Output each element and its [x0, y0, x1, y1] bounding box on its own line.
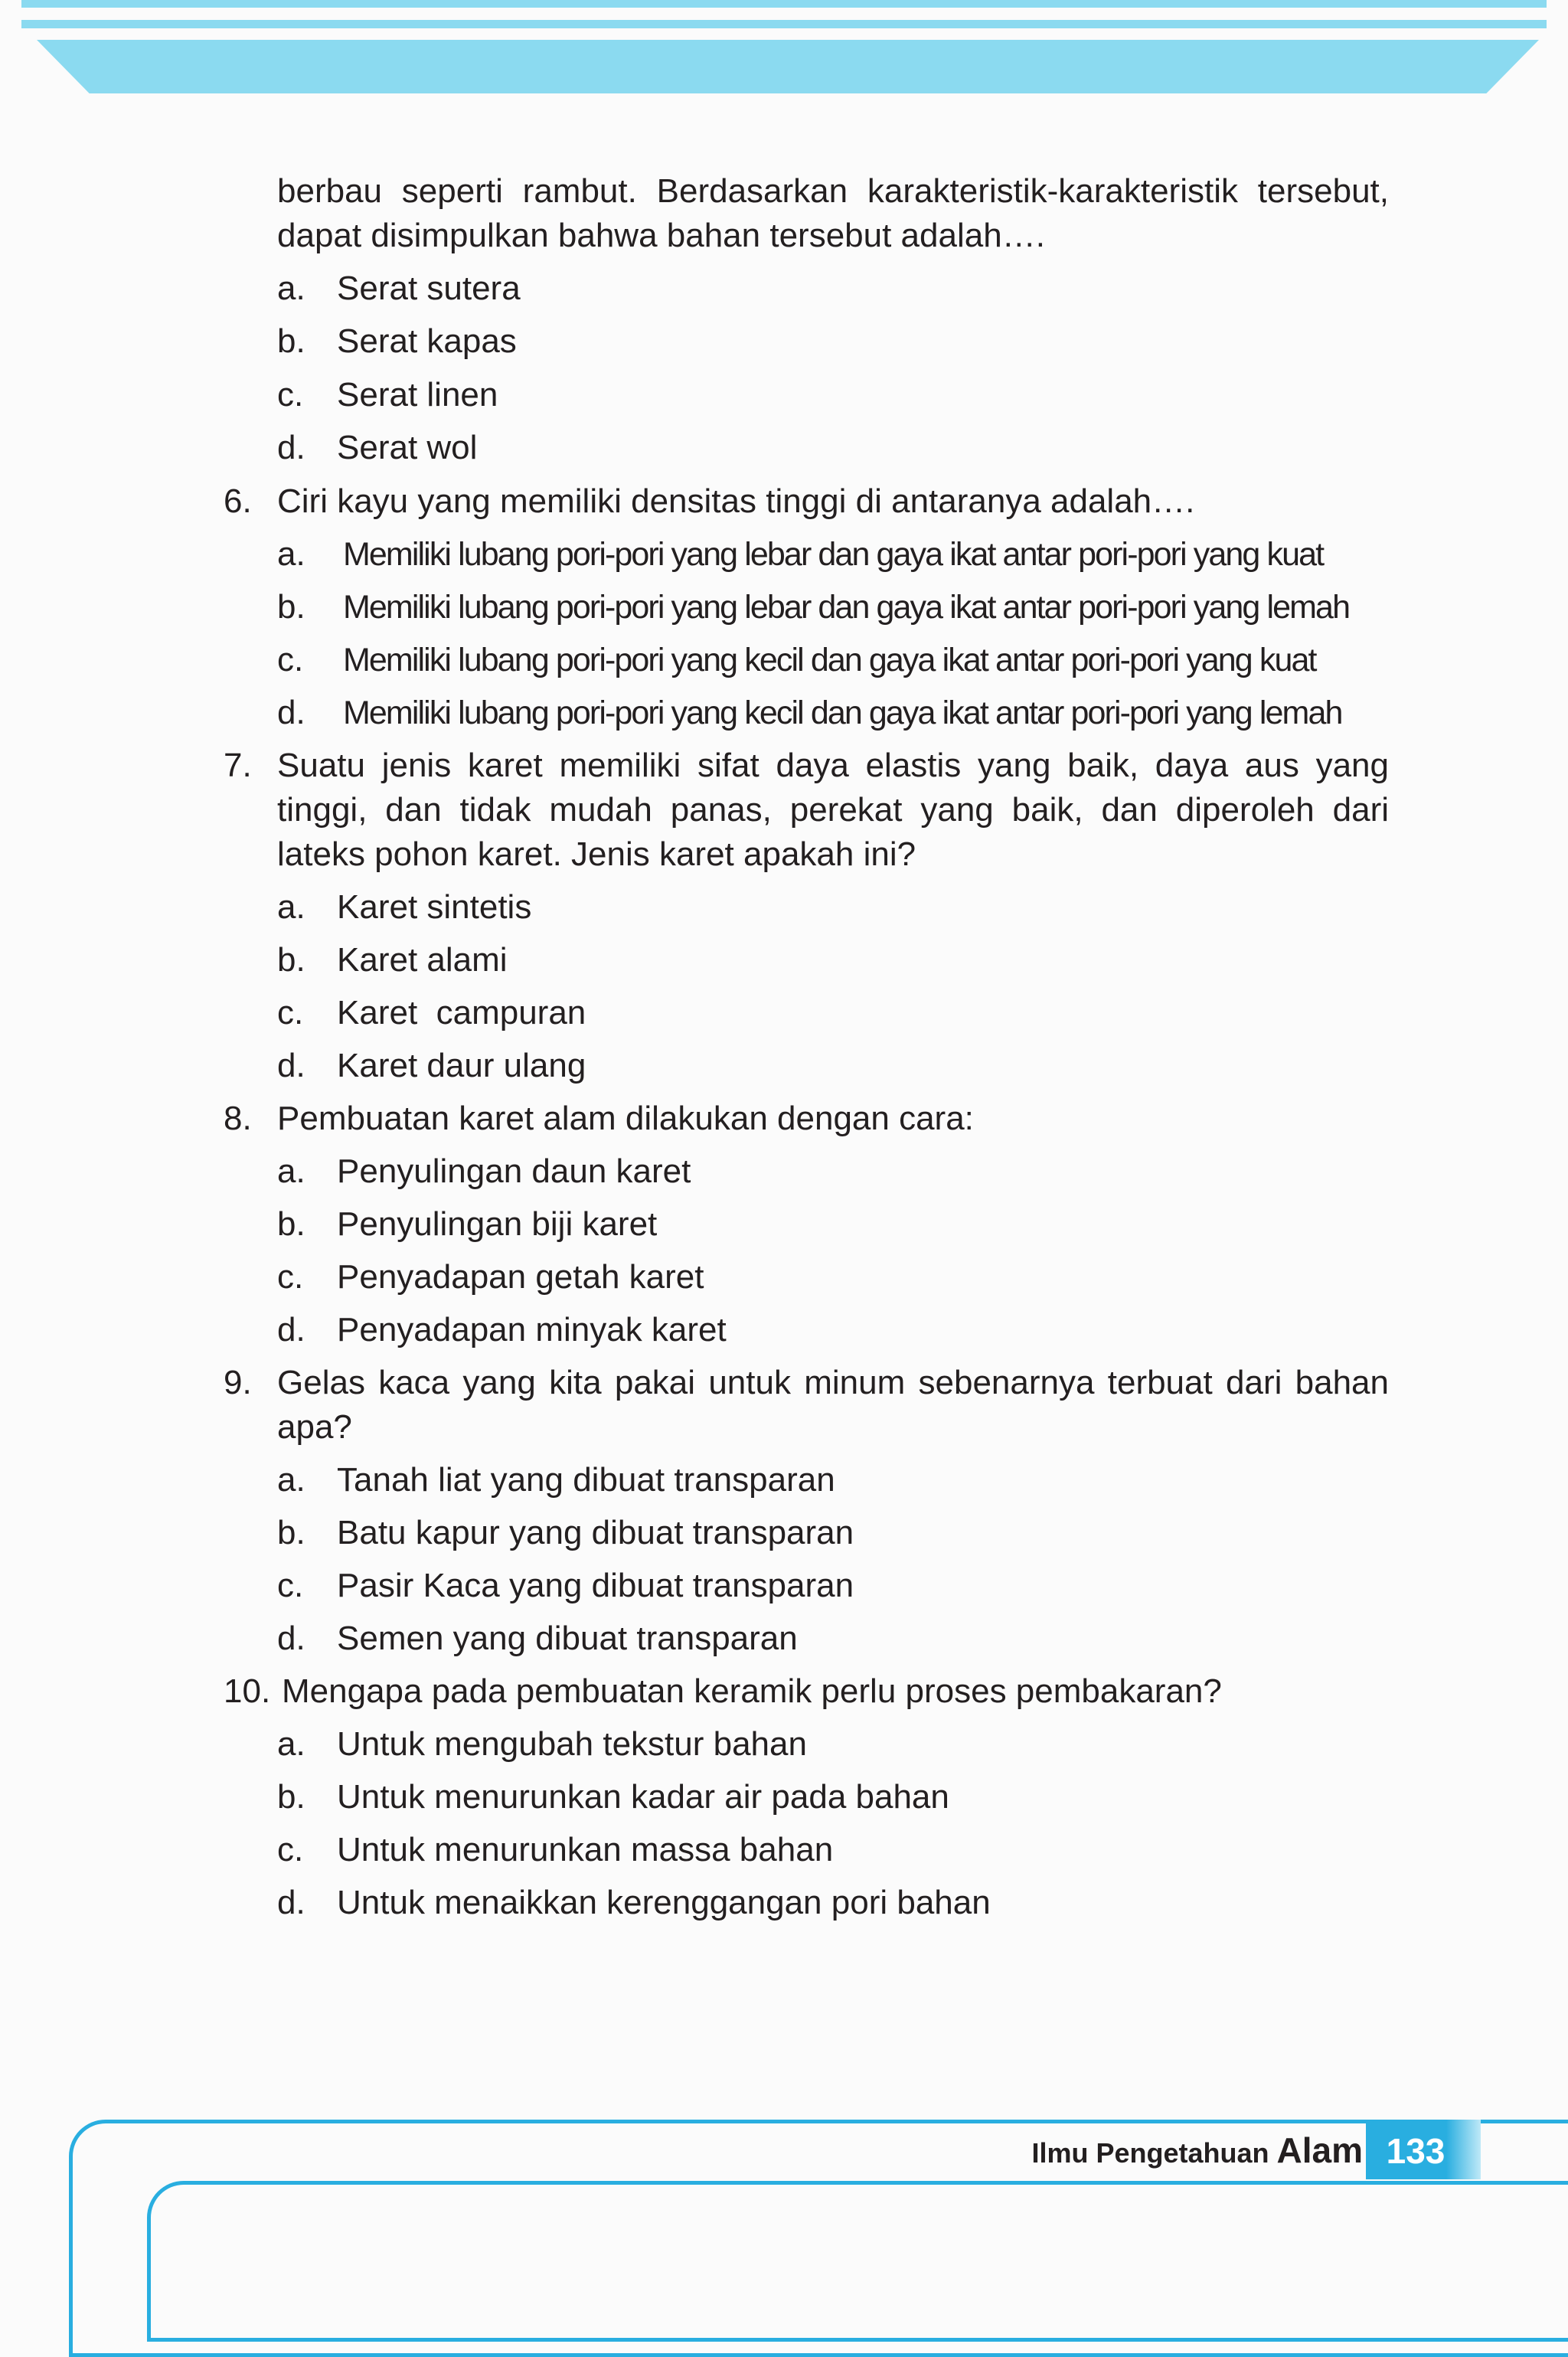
- option-letter: d.: [277, 694, 305, 731]
- book-title-emphasis: Alam: [1276, 2130, 1363, 2170]
- option-text: Untuk menurunkan kadar air pada bahan: [337, 1778, 949, 1816]
- header-stripe-top: [21, 0, 1547, 8]
- option-text: Serat linen: [337, 376, 498, 414]
- option-text: Pasir Kaca yang dibuat transparan: [337, 1567, 854, 1604]
- question-number: 6.: [224, 482, 252, 520]
- option-text: Serat sutera: [337, 270, 521, 307]
- option-letter: a.: [277, 270, 305, 307]
- option-letter: c.: [277, 1831, 304, 1868]
- question-number: 9.: [224, 1364, 252, 1401]
- option-text: Untuk menurunkan massa bahan: [337, 1831, 834, 1868]
- question-text: lateks pohon karet. Jenis karet apakah ini?: [277, 835, 916, 873]
- question-text: Pembuatan karet alam dilakukan dengan cara:: [277, 1100, 974, 1137]
- option-text: Tanah liat yang dibuat transparan: [337, 1461, 835, 1499]
- option-text: Memiliki lubang pori-pori yang kecil dan gaya ikat antar pori-pori yang lemah: [343, 695, 1342, 731]
- header-band: [37, 40, 1539, 93]
- option-text: Batu kapur yang dibuat transparan: [337, 1514, 854, 1551]
- question-text: Suatu jenis karet memiliki sifat daya elastis yang baik, daya aus yang: [277, 747, 1389, 784]
- option-text: Karet campuran: [337, 994, 586, 1031]
- book-title-text: Ilmu Pengetahuan: [1031, 2137, 1269, 2169]
- footer-book-title: [1031, 2127, 1363, 2176]
- option-text: Serat wol: [337, 429, 478, 466]
- option-text: Penyadapan minyak karet: [337, 1311, 727, 1348]
- option-letter: a.: [277, 535, 305, 573]
- option-letter: d.: [277, 1884, 305, 1921]
- intro-line-2: dapat disimpulkan bahwa bahan tersebut adalah….: [277, 217, 1045, 254]
- question-number: 8.: [224, 1100, 252, 1137]
- page-number: 133: [1386, 2131, 1446, 2171]
- option-letter: d.: [277, 1047, 305, 1084]
- question-text: Mengapa pada pembuatan keramik perlu proses pembakaran?: [282, 1672, 1222, 1710]
- option-letter: d.: [277, 1620, 305, 1657]
- option-letter: b.: [277, 1205, 305, 1243]
- option-letter: c.: [277, 1567, 304, 1604]
- option-text: Penyulingan daun karet: [337, 1152, 691, 1190]
- option-letter: c.: [277, 1258, 304, 1296]
- option-letter: a.: [277, 888, 305, 926]
- option-text: Untuk mengubah tekstur bahan: [337, 1725, 807, 1763]
- option-text: Karet daur ulang: [337, 1047, 586, 1084]
- option-text: Karet sintetis: [337, 888, 532, 926]
- option-letter: b.: [277, 941, 305, 979]
- option-letter: d.: [277, 429, 305, 466]
- question-number: 7.: [224, 747, 252, 784]
- question-number: 10.: [224, 1672, 271, 1710]
- option-letter: b.: [277, 1514, 305, 1551]
- option-letter: a.: [277, 1461, 305, 1499]
- header-stripe-middle: [21, 20, 1547, 28]
- option-text: Untuk menaikkan kerenggangan pori bahan: [337, 1884, 991, 1921]
- question-text: Ciri kayu yang memiliki densitas tinggi di antaranya adalah….: [277, 482, 1195, 520]
- option-letter: b.: [277, 1778, 305, 1816]
- question-text: Gelas kaca yang kita pakai untuk minum sebenarnya terbuat dari bahan: [277, 1364, 1389, 1401]
- option-text: Serat kapas: [337, 322, 517, 360]
- intro-line-1: berbau seperti rambut. Berdasarkan karakteristik-karakteristik tersebut,: [277, 172, 1389, 210]
- option-letter: a.: [277, 1725, 305, 1763]
- option-letter: d.: [277, 1311, 305, 1348]
- question-text: apa?: [277, 1408, 352, 1446]
- option-text: Semen yang dibuat transparan: [337, 1620, 798, 1657]
- option-text: Memiliki lubang pori-pori yang lebar dan gaya ikat antar pori-pori yang kuat: [343, 536, 1324, 573]
- option-text: Penyadapan getah karet: [337, 1258, 704, 1296]
- option-text: Memiliki lubang pori-pori yang lebar dan gaya ikat antar pori-pori yang lemah: [343, 589, 1350, 626]
- option-letter: a.: [277, 1152, 305, 1190]
- option-text: Penyulingan biji karet: [337, 1205, 658, 1243]
- option-letter: c.: [277, 376, 304, 414]
- footer-frame-inner: [147, 2181, 1568, 2342]
- option-letter: b.: [277, 322, 305, 360]
- option-letter: c.: [277, 641, 304, 678]
- question-text: tinggi, dan tidak mudah panas, perekat yang baik, dan diperoleh dari: [277, 791, 1389, 829]
- option-text: Karet alami: [337, 941, 508, 979]
- option-letter: c.: [277, 994, 304, 1031]
- option-text: Memiliki lubang pori-pori yang kecil dan gaya ikat antar pori-pori yang kuat: [343, 642, 1316, 678]
- option-letter: b.: [277, 588, 305, 626]
